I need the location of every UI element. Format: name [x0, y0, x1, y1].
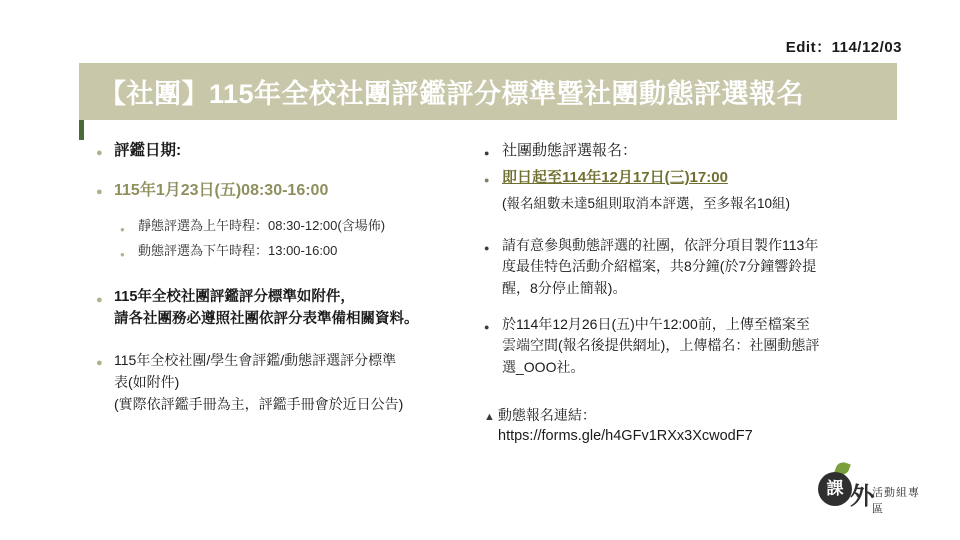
right-file-line3: 醒，8分停止簡報)。: [502, 280, 627, 296]
registration-link-url[interactable]: https://forms.gle/h4GFv1RXx3XcwodF7: [498, 427, 753, 444]
spacer: [96, 334, 488, 350]
right-file-line1: 請有意參與動態評選的社團，依評分項目製作113年: [502, 236, 819, 253]
right-upload-line2: 雲端空間(報名後提供網址)，上傳檔名：社團動態評: [502, 337, 820, 354]
spacer: [96, 265, 488, 287]
bullet-icon: [96, 179, 114, 202]
left-sub-item-2: [120, 241, 488, 264]
left-sub-item-2-text: 動態評選為下午時程：13:00-16:00: [138, 242, 338, 258]
spacer: [96, 167, 488, 179]
right-upload-line3: 選_OOO社。: [502, 359, 585, 376]
left-item-heading: [96, 140, 488, 163]
left-column: [96, 140, 488, 419]
left-item-table: [96, 350, 488, 415]
left-item-standard-text: [114, 287, 488, 331]
logo-subtitle: 活動組專區: [872, 487, 920, 515]
registration-link-heading: ▲ 動態報名連結：: [484, 405, 904, 426]
logo-char-ke: 課: [818, 472, 852, 506]
bullet-icon: [120, 241, 138, 264]
right-item-file: [484, 235, 904, 300]
left-table-line2: 表(如附件): [114, 373, 180, 390]
right-item-upload: [484, 314, 904, 379]
right-heading-text: 社團動態評選報名：: [502, 142, 638, 159]
right-item-upload-text: [502, 314, 904, 379]
left-standard-line2: 請各社團務必遵照社團依評分表準備相關資料。: [114, 310, 419, 327]
spacer: [484, 383, 904, 405]
left-sub-item-1: [120, 216, 488, 239]
left-table-line1: 115年全校社團/學生會評鑑/動態評選評分標準: [114, 352, 397, 369]
left-item-standard: [96, 287, 488, 331]
left-item-table-text: [114, 350, 488, 415]
bullet-icon: [96, 140, 114, 163]
left-sub-list: [120, 216, 488, 263]
evaluation-date-text: 115年1月23日(五)08:30-16:00: [114, 182, 329, 200]
right-item-file-text: [502, 235, 904, 300]
bullet-icon: [96, 350, 114, 373]
spacer: [484, 219, 904, 235]
right-upload-line1: 於114年12月26日(五)中午12:00前，上傳至檔案至: [502, 315, 810, 332]
registration-deadline-text: 即日起至114年12月17日(三)17:00: [502, 169, 728, 187]
spacer: [484, 304, 904, 314]
bullet-icon: [484, 235, 502, 258]
bullet-icon: [120, 216, 138, 239]
right-item-note: [484, 194, 904, 214]
edit-date: Edit：114/12/03: [785, 39, 902, 56]
left-table-line3: (實際依評鑑手冊為主，評鑑手冊會於近日公告): [114, 395, 404, 412]
logo: [810, 462, 930, 524]
right-column: [484, 140, 904, 448]
title-bar: [79, 63, 897, 120]
registration-note-text: (報名組數未達5組則取消本評選，至多報名10組): [502, 196, 791, 212]
bullet-icon: [484, 140, 502, 163]
right-item-heading: [484, 140, 904, 163]
right-item-deadline: [484, 167, 904, 190]
left-sub-item-1-text: 靜態評選為上午時程：08:30-12:00(含場佈): [138, 218, 386, 234]
bullet-icon: [484, 314, 502, 337]
logo-char-wai: 外: [850, 483, 874, 510]
bullet-icon: [96, 287, 114, 310]
left-heading-text: 評鑑日期:: [114, 142, 182, 159]
page-title: 【社團】115年全校社團評鑑評分標準暨社團動態評選報名: [99, 79, 805, 109]
left-item-date: [96, 179, 488, 202]
right-file-line2: 度最佳特色活動介紹檔案，共8分鐘(於7分鐘響鈴提: [502, 258, 817, 275]
left-standard-line1: 115年全校社團評鑑評分標準如附件，: [114, 288, 355, 305]
bullet-icon: [484, 167, 502, 190]
